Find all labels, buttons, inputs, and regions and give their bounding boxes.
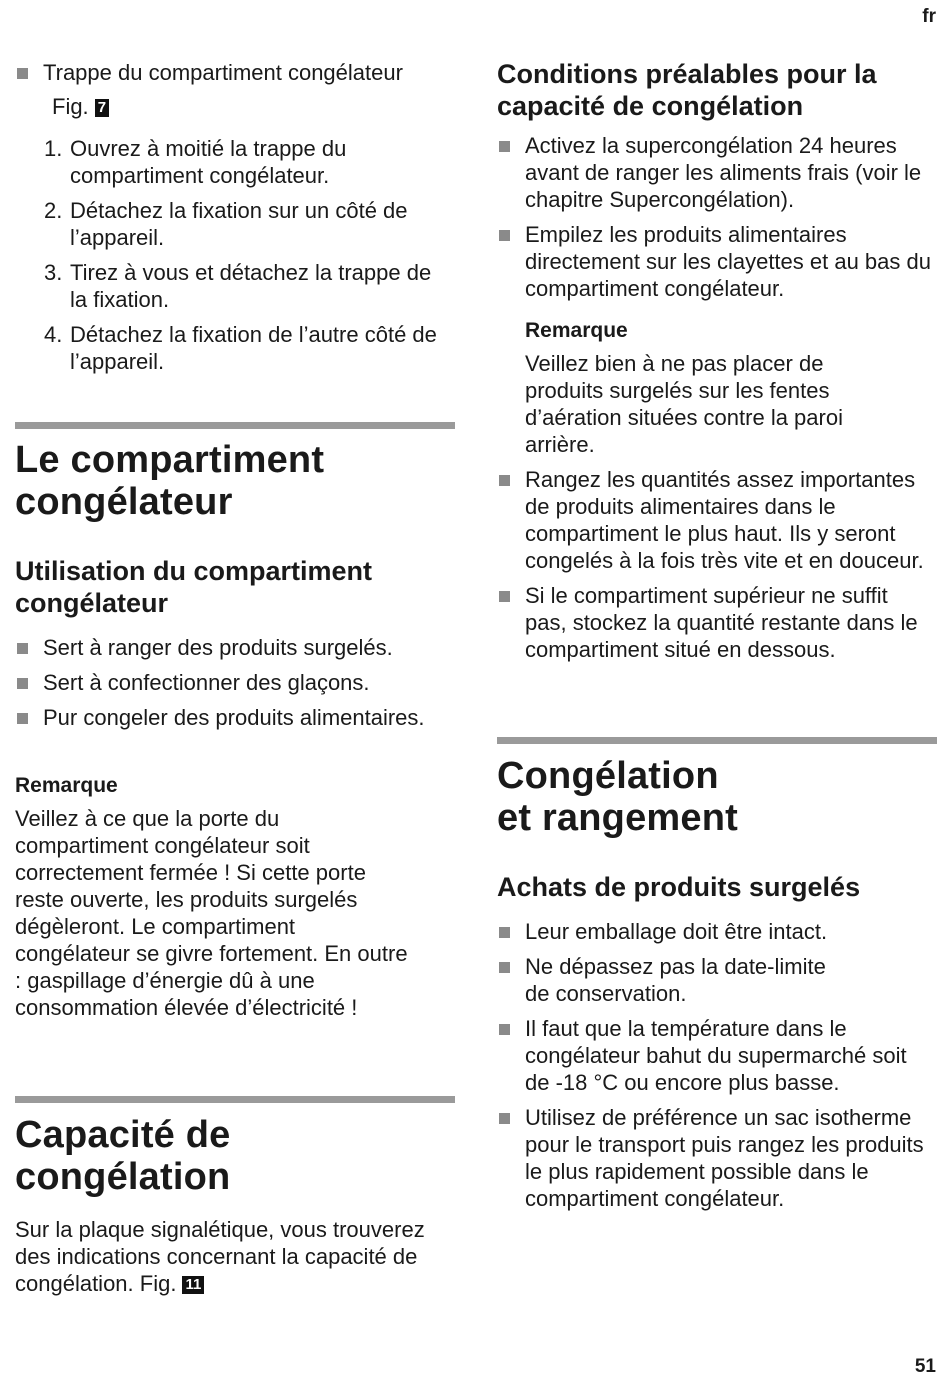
list-item: Il faut que la température dans le congélateur bahut du supermarché soit de -18 °C ou encore plus basse.	[497, 1015, 935, 1096]
remark-text: Veillez à ce que la porte du compartiment congélateur soit correctement fermée ! Si cette porte reste ouverte, les produits surgelés dégèleront. Le compartiment congélateur se givre fortement. En outre : gaspillage d’énergie dû à une consommation élevée d’électricité !	[15, 806, 408, 1020]
title-line: et rangement	[497, 797, 739, 839]
section-title-congelation	[497, 755, 937, 839]
step-text: Détachez la fixation de l’autre côté de l’appareil.	[70, 322, 437, 374]
step-item	[15, 197, 445, 251]
remark-title: Remarque	[525, 319, 628, 342]
list-item: Sert à confectionner des glaçons.	[15, 669, 445, 696]
figure-number-badge: 11	[182, 1276, 204, 1294]
page-number: 51	[914, 1356, 936, 1377]
conditions-title: Conditions préalables pour la capacité de congélation	[497, 59, 877, 121]
capacite-text	[15, 1216, 445, 1297]
section-divider	[15, 422, 455, 429]
list-item: Leur emballage doit être intact.	[497, 918, 935, 945]
step-number: 2.	[44, 198, 63, 223]
trappe-bullet	[15, 59, 473, 86]
step-text: Détachez la fixation sur un côté de l’appareil.	[70, 198, 408, 250]
list-item: Utilisez de préférence un sac isotherme pour le transport puis rangez les produits le plus rapidement possible dans le compartiment congélateur.	[497, 1104, 935, 1212]
achats-bullets	[497, 918, 935, 1220]
title-line: congélateur	[15, 481, 233, 523]
fig-label: Fig.	[52, 94, 89, 119]
list-item: Sert à ranger des produits surgelés.	[15, 634, 445, 661]
step-number: 1.	[44, 136, 63, 161]
left-column	[15, 0, 455, 1296]
step-number: 3.	[44, 260, 63, 285]
step-item	[15, 321, 445, 375]
list-item: Empilez les produits alimentaires directement sur les clayettes et au bas du compartiment congélateur.	[497, 221, 935, 302]
title-line: congélation	[15, 1156, 231, 1198]
section-title-capacite	[15, 1114, 455, 1198]
remark-text: Veillez bien à ne pas placer de produits surgelés sur les fentes d’aération situées contre la paroi arrière.	[525, 351, 843, 457]
step-item	[15, 259, 445, 313]
subtitle-utilisation: Utilisation du compartiment congélateur	[15, 556, 373, 618]
trappe-fig-ref	[52, 93, 109, 120]
section-title-compartiment	[15, 439, 455, 523]
title-line: Le compartiment	[15, 439, 325, 481]
figure-number-badge: 7	[95, 99, 109, 117]
list-item: Activez la supercongélation 24 heures avant de ranger les aliments frais (voir le chapitre Supercongélation).	[497, 132, 935, 213]
trappe-steps	[15, 135, 445, 383]
capacite-paragraph: Sur la plaque signalétique, vous trouverez des indications concernant la capacité de congélation. Fig.	[15, 1217, 425, 1296]
conditions-bullets	[497, 132, 935, 310]
utilisation-bullets	[15, 634, 445, 739]
language-tag: fr	[922, 6, 936, 27]
step-number: 4.	[44, 322, 63, 347]
conditions-bullets-2	[497, 466, 935, 671]
list-item: Rangez les quantités assez importantes de produits alimentaires dans le compartiment le plus haut. Ils y seront congelés à la fois très vite et en douceur.	[497, 466, 935, 574]
subtitle-achats: Achats de produits surgelés	[497, 872, 861, 902]
list-item: Pur congeler des produits alimentaires.	[15, 704, 445, 731]
section-divider	[497, 737, 937, 744]
list-item: Ne dépassez pas la date-limite de conservation.	[497, 953, 855, 1007]
step-item	[15, 135, 445, 189]
step-text: Ouvrez à moitié la trappe du compartiment congélateur.	[70, 136, 347, 188]
title-line: Congélation	[497, 755, 719, 797]
step-text: Tirez à vous et détachez la trappe de la fixation.	[70, 260, 432, 312]
trappe-label: Trappe du compartiment congélateur	[43, 60, 403, 85]
section-divider	[15, 1096, 455, 1103]
list-item: Si le compartiment supérieur ne suffit pas, stockez la quantité restante dans le compartiment situé en dessous.	[497, 582, 935, 663]
remark-title: Remarque	[15, 774, 118, 797]
title-line: Capacité de	[15, 1114, 231, 1156]
